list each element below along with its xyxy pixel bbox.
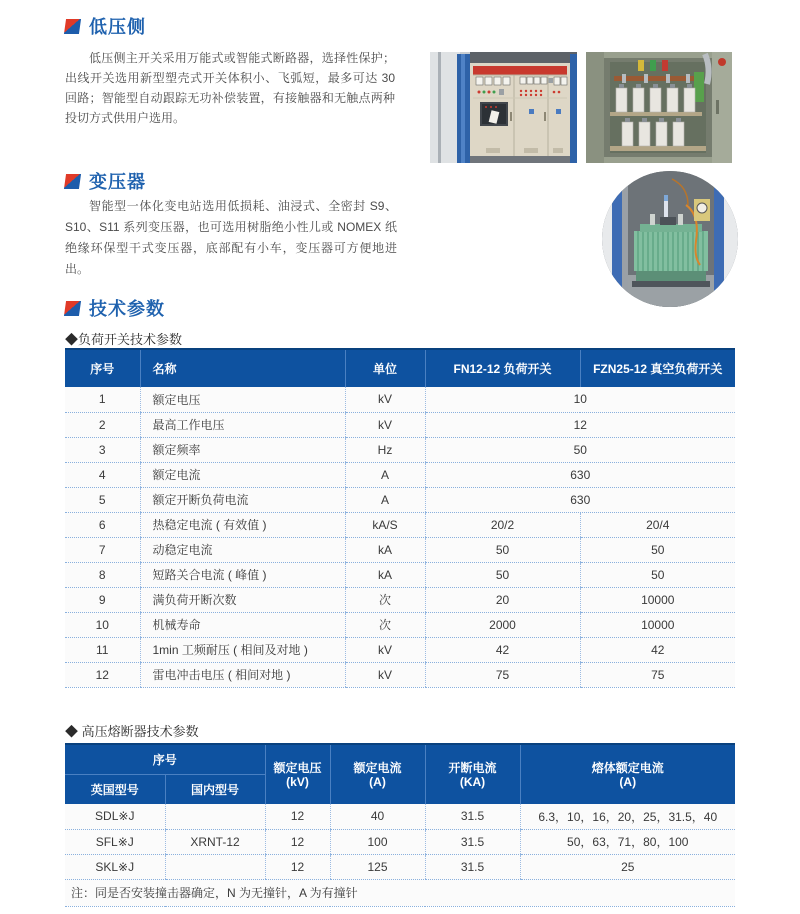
transformer-photo (602, 171, 738, 307)
load-switch-table (65, 348, 735, 688)
col-header-serial-group: 序号 (65, 744, 265, 774)
low-voltage-paragraph: 低压侧主开关采用万能式或智能式断路器，选择性保护；出线开关选用新型塑壳式开关体积小、飞弧短，最多可达 30 回路；智能型自动跟踪无功补偿装置，有接触器和无触点两种投切方式供用户选用。 (65, 51, 395, 125)
section-title-text: 变压器 (89, 172, 146, 192)
section-marker-icon (64, 301, 81, 316)
transformer-illustration (602, 171, 738, 307)
section-marker-icon (64, 19, 81, 34)
table-row: SKL※J 12 125 31.5 25 (65, 854, 735, 879)
table-row: 2 最高工作电压 kV 12 (65, 412, 735, 437)
capacitor-bank-photo (586, 52, 732, 163)
col-header-breaking-current: 开断电流 (KA) (425, 744, 520, 804)
col-header-uk-model: 英国型号 (65, 774, 165, 804)
col-header-rated-voltage: 额定电压 (kV) (265, 744, 330, 804)
table-header-row (65, 744, 735, 774)
table-note: 注：同是否安装撞击器确定，N 为无撞针，A 为有撞针 (65, 879, 735, 906)
table-row: 6 热稳定电流 ( 有效值 ) kA/S 20/2 20/4 (65, 512, 735, 537)
fuse-table (65, 743, 735, 907)
table-row: 3 额定频率 Hz 50 (65, 437, 735, 462)
col-header-fuse-rated-current: 熔体额定电流 (A) (520, 744, 735, 804)
col-header-unit: 单位 (345, 349, 425, 387)
col-header-rated-current: 额定电流 (A) (330, 744, 425, 804)
section-low-voltage-title (65, 13, 146, 39)
switchgear-cabinet-photo (430, 52, 577, 163)
col-header-fzn25: FZN25-12 真空负荷开关 (580, 349, 735, 387)
table-header-row (65, 349, 735, 387)
table-row: 12 雷电冲击电压 ( 相间对地 ) kV 75 75 (65, 662, 735, 687)
col-header-domestic-model: 国内型号 (165, 774, 265, 804)
table-row: 11 1min 工频耐压 ( 相间及对地 ) kV 42 42 (65, 637, 735, 662)
col-header-fn12: FN12-12 负荷开关 (425, 349, 580, 387)
capacitor-bank-illustration (586, 52, 732, 163)
fuse-table-caption: ◆ 高压熔断器技术参数 (65, 724, 199, 739)
col-header-name: 名称 (140, 349, 345, 387)
table-row: 1 额定电压 kV 10 (65, 387, 735, 412)
section-marker-icon (64, 174, 81, 189)
table-row: 8 短路关合电流 ( 峰值 ) kA 50 50 (65, 562, 735, 587)
section-title-text: 低压侧 (89, 17, 146, 37)
table-row: 10 机械寿命 次 2000 10000 (65, 612, 735, 637)
table-row: 9 满负荷开断次数 次 20 10000 (65, 587, 735, 612)
table-row: 7 动稳定电流 kA 50 50 (65, 537, 735, 562)
table-row: SDL※J 12 40 31.5 6.3，10，16，20，25，31.5，40 (65, 804, 735, 829)
switchgear-cabinet-illustration (430, 52, 577, 163)
transformer-paragraph: 智能型一体化变电站选用低损耗、油浸式、全密封 S9、S10、S11 系列变压器，也可选用树脂绝小性儿或 NOMEX 纸绝缘环保型干式变压器，底部配有小车，变压器可方便地进出。 (65, 199, 397, 276)
section-title-text: 技术参数 (89, 299, 165, 319)
table-row: SFL※J XRNT-12 12 100 31.5 50，63，71，80，100 (65, 829, 735, 854)
section-tech-params-title (65, 295, 165, 321)
section-transformer-title (65, 168, 146, 194)
table-row: 5 额定开断负荷电流 A 630 (65, 487, 735, 512)
table-row: 4 额定电流 A 630 (65, 462, 735, 487)
table-note-row (65, 879, 735, 906)
col-header-no: 序号 (65, 349, 140, 387)
load-switch-table-caption: ◆负荷开关技术参数 (65, 332, 183, 347)
